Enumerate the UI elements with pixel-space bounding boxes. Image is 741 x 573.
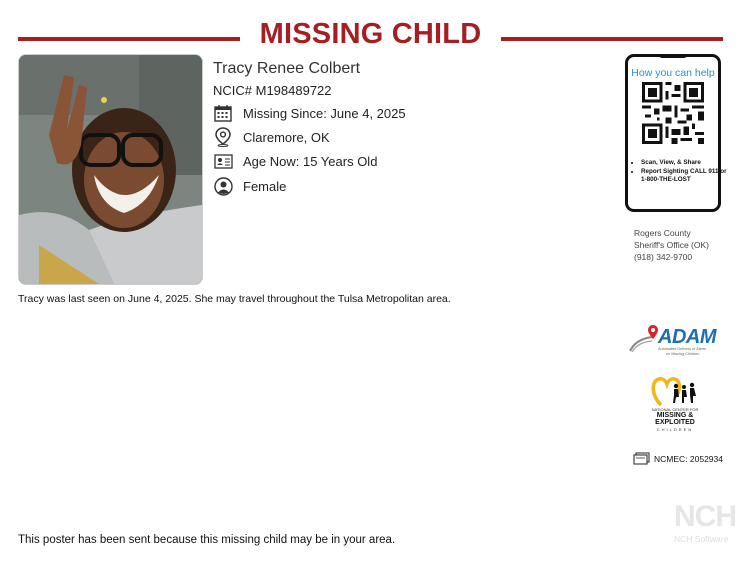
sex-row — [213, 176, 286, 196]
nch-software-label: NCH Software — [674, 534, 729, 544]
sex: Female — [243, 178, 287, 194]
agency-name-line1: Rogers County — [634, 228, 691, 238]
nch-logo: NCH — [674, 500, 736, 533]
case-folder-icon — [633, 452, 650, 465]
missing-since: Missing Since: June 4, 2025 — [243, 105, 406, 121]
agency-phone[interactable]: (918) 342-9700 — [634, 252, 693, 262]
age-row — [213, 151, 377, 171]
agency-name-line2: Sheriff's Office (OK) — [634, 240, 709, 250]
adam-logo — [628, 325, 720, 361]
help-step-scan: • Scan, View, & Share — [641, 159, 727, 168]
child-name: Tracy Renee Colbert — [213, 60, 361, 77]
age-now: Age Now: 15 Years Old — [243, 153, 378, 169]
qr-code[interactable] — [642, 82, 704, 144]
adam-name: ADAM — [658, 326, 716, 348]
ncmec-case-number-row — [633, 452, 723, 465]
help-step-report: • Report Sighting CALL 911 or 1-800-THE-LOST — [641, 168, 727, 185]
child-photo — [18, 54, 203, 285]
id-card-icon — [213, 151, 233, 171]
poster-title: MISSING CHILD — [259, 18, 482, 50]
ncic-number: NCIC# M198489722 — [213, 83, 332, 98]
ncmec-line-3: EXPLOITED — [655, 419, 695, 426]
ncmec-case-number: NCMEC: 2052934 — [654, 453, 723, 464]
location-row — [213, 127, 330, 147]
ncmec-line-2: MISSING & — [656, 412, 694, 419]
help-qr-card — [625, 54, 727, 212]
person-icon — [213, 176, 233, 196]
ncmec-line-1: NATIONAL CENTER FOR — [651, 407, 699, 412]
case-description: Tracy was last seen on June 4, 2025. She may travel throughout the Tulsa Metropolitan area. — [18, 293, 451, 305]
help-steps — [632, 159, 727, 185]
adam-tagline-2: on Missing Children — [666, 352, 700, 356]
ncmec-logo — [647, 375, 703, 435]
ncmec-line-4: CHILDREN — [656, 427, 694, 432]
phone-notch — [659, 54, 687, 58]
last-seen-location: Claremore, OK — [243, 129, 330, 145]
calendar-icon — [213, 103, 233, 123]
missing-since-row — [213, 103, 406, 123]
adam-tagline-1: Automated Delivery of Alerts — [658, 347, 706, 351]
poster-footer-note: This poster has been sent because this missing child may be in your area. — [18, 534, 396, 546]
location-pin-icon — [213, 127, 233, 147]
help-title: How you can help — [631, 67, 715, 79]
